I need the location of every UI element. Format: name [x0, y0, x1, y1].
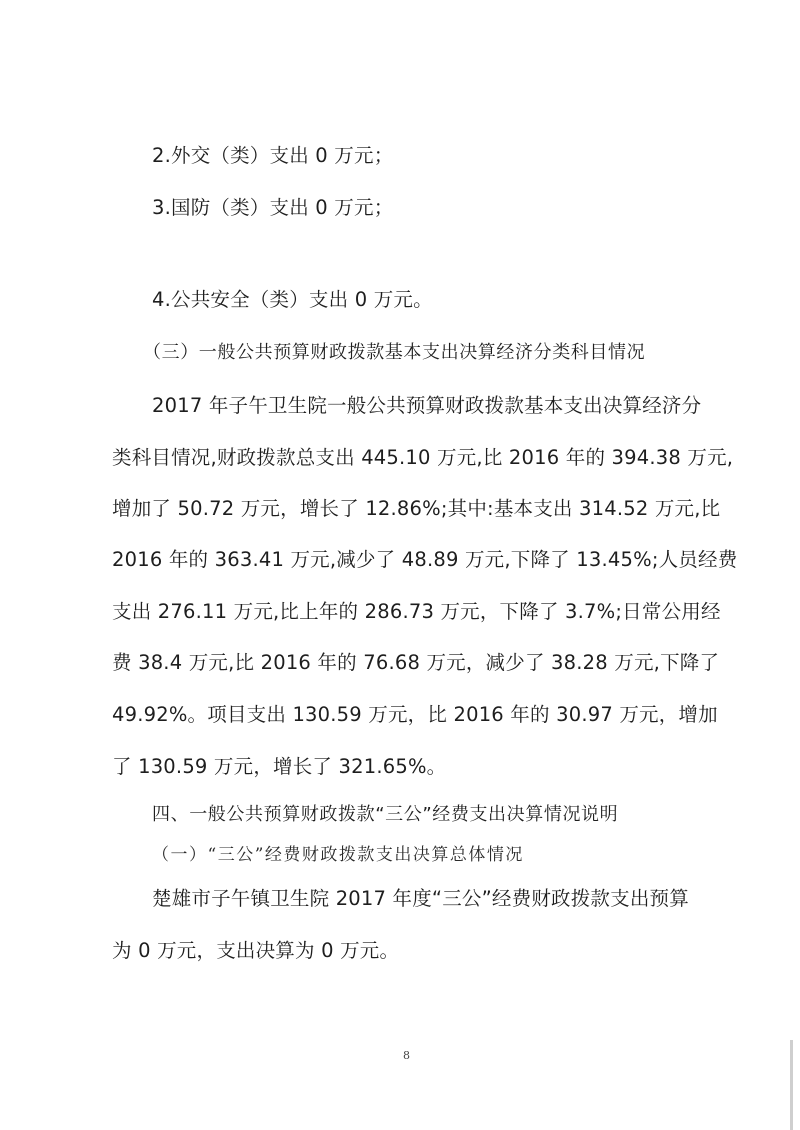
paragraph-line: 了 130.59 万元，增长了 321.65%。 [112, 755, 447, 778]
item-diplomacy: 2.外交（类）支出 0 万元； [152, 144, 394, 167]
item-defense: 3.国防（类）支出 0 万元； [152, 196, 394, 219]
section-three-heading: （三）一般公共预算财政拨款基本支出决算经济分类科目情况 [143, 342, 646, 363]
section-four-heading: 四、一般公共预算财政拨款“三公”经费支出决算情况说明 [152, 804, 619, 825]
paragraph-line: 费 38.4 万元,比 2016 年的 76.68 万元，减少了 38.28 万元,下降了 [112, 651, 720, 674]
paragraph-line: 49.92%。项目支出 130.59 万元，比 2016 年的 30.97 万元，增加 [112, 703, 718, 726]
paragraph-line: 增加了 50.72 万元，增长了 12.86%;其中:基本支出 314.52 万元,比 [112, 497, 721, 520]
page-number: 8 [403, 1049, 410, 1062]
paragraph-line: 2016 年的 363.41 万元,减少了 48.89 万元,下降了 13.45%;人员经费 [112, 548, 738, 571]
final-paragraph-line: 为 0 万元，支出决算为 0 万元。 [112, 939, 400, 962]
paragraph-line: 支出 276.11 万元,比上年的 286.73 万元，下降了 3.7%;日常公用经 [112, 600, 721, 623]
subsection-heading: （一）“三公”经费财政拨款支出决算总体情况 [152, 845, 524, 865]
paragraph-line: 2017 年子午卫生院一般公共预算财政拨款基本支出决算经济分 [152, 394, 702, 417]
final-paragraph-line: 楚雄市子午镇卫生院 2017 年度“三公”经费财政拨款支出预算 [152, 887, 689, 910]
paragraph-line: 类科目情况,财政拨款总支出 445.10 万元,比 2016 年的 394.38 万元, [112, 446, 734, 469]
scan-edge-mark [790, 1040, 793, 1130]
item-public-security: 4.公共安全（类）支出 0 万元。 [152, 288, 433, 311]
